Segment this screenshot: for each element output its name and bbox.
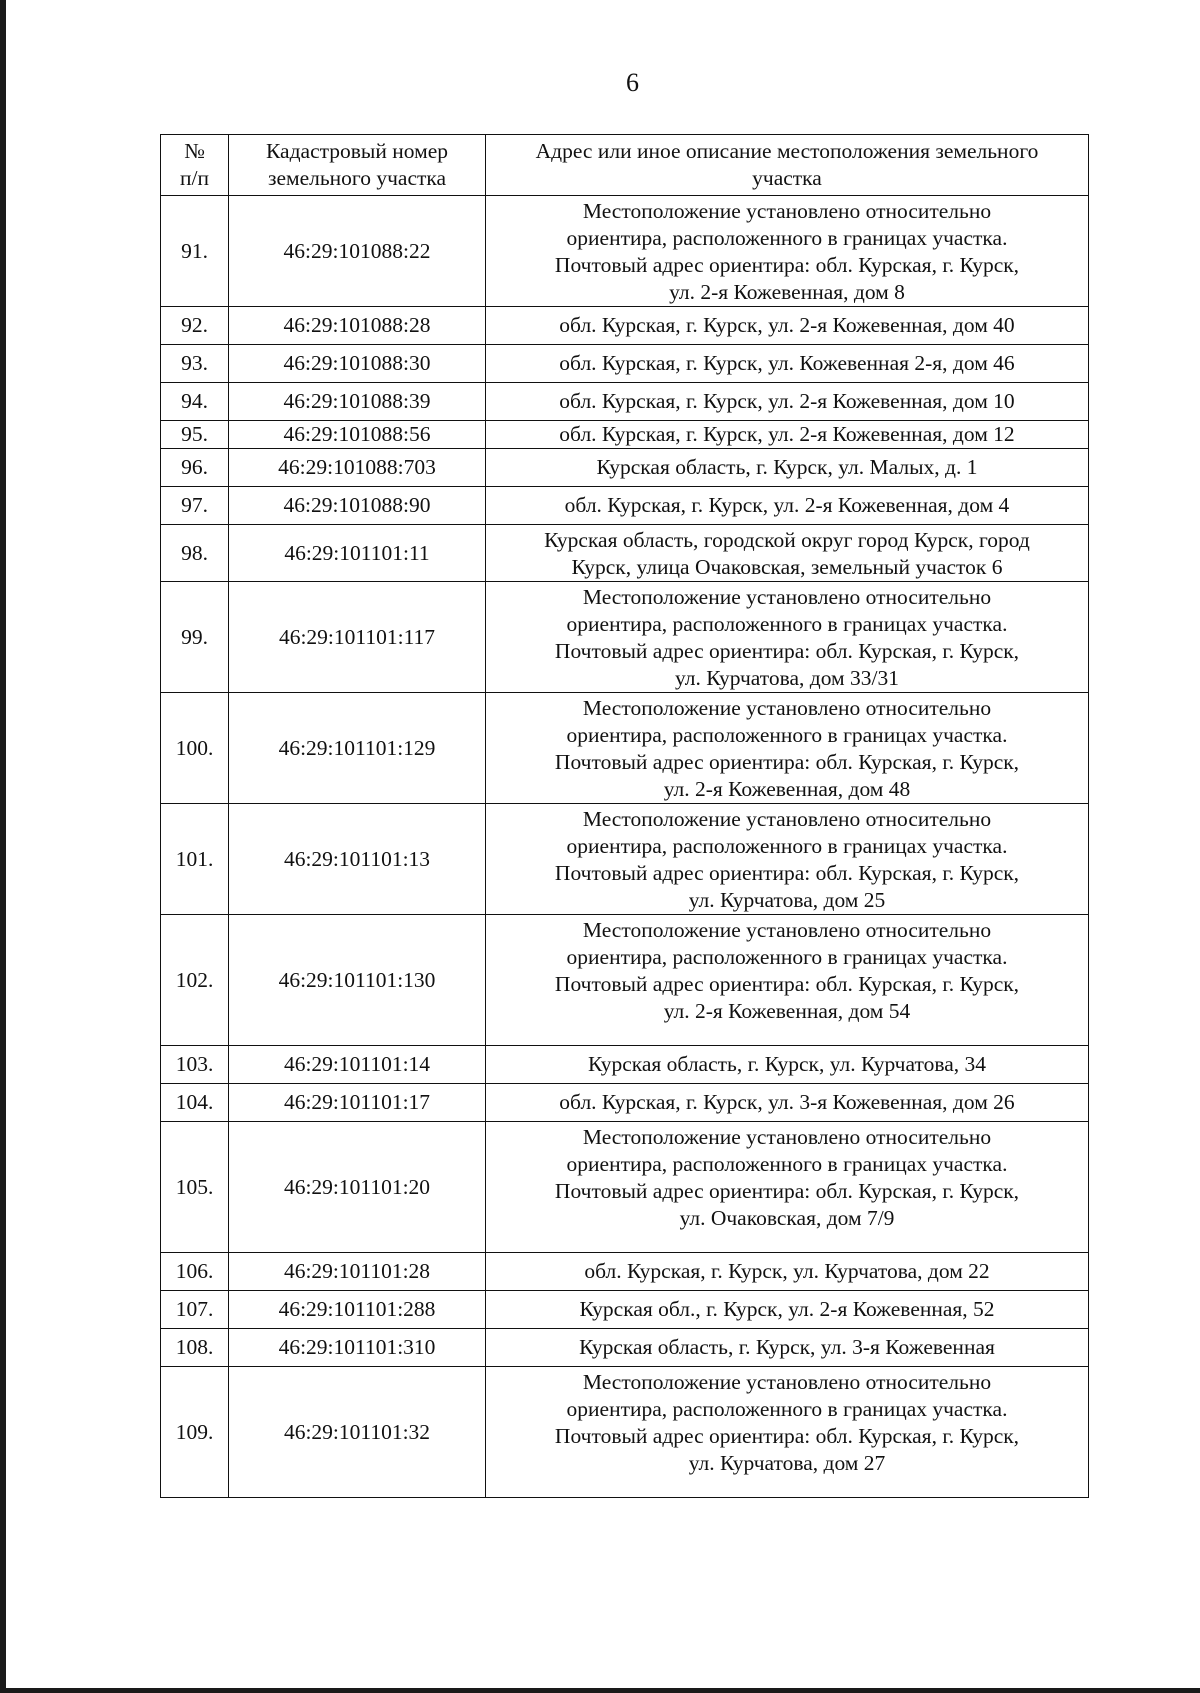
table-row — [161, 383, 1089, 421]
address-line: Курская область, г. Курск, ул. 3-я Кожевенная — [579, 1335, 995, 1359]
address-line: обл. Курская, г. Курск, ул. 2-я Кожевенная, дом 4 — [564, 493, 1010, 517]
row-number: 101. — [161, 804, 229, 915]
land-plots-table — [160, 134, 1089, 1498]
address-line: Курская область, городской округ город Курск, город — [544, 528, 1030, 552]
address-cell — [486, 1367, 1089, 1498]
table-row — [161, 1329, 1089, 1367]
address-line: Местоположение установлено относительно — [582, 199, 992, 223]
address-line: обл. Курская, г. Курск, ул. Кожевенная 2-я, дом 46 — [559, 351, 1015, 375]
address-line: ул. Курчатова, дом 33/31 — [674, 666, 900, 690]
address-line: Местоположение установлено относительно — [582, 1125, 992, 1149]
address-cell — [486, 196, 1089, 307]
address-line: обл. Курская, г. Курск, ул. 2-я Кожевенная, дом 10 — [559, 389, 1015, 413]
table-row — [161, 1291, 1089, 1329]
address-cell — [486, 1122, 1089, 1253]
address-cell — [486, 804, 1089, 915]
row-number: 98. — [161, 525, 229, 582]
address-line: ул. 2-я Кожевенная, дом 8 — [669, 280, 905, 304]
address-line: обл. Курская, г. Курск, ул. 2-я Кожевенная, дом 12 — [559, 422, 1015, 446]
table-row — [161, 1367, 1089, 1498]
address-line: ул. 2-я Кожевенная, дом 48 — [663, 777, 911, 801]
address-line: Почтовый адрес ориентира: обл. Курская, г. Курск, — [554, 1424, 1020, 1448]
address-cell — [486, 449, 1089, 487]
cadastral-number: 46:29:101101:129 — [229, 693, 486, 804]
address-line: ул. 2-я Кожевенная, дом 54 — [663, 999, 911, 1023]
row-number: 95. — [161, 421, 229, 449]
scan-border-left — [0, 0, 6, 1693]
table-row — [161, 345, 1089, 383]
table-row — [161, 525, 1089, 582]
row-number: 105. — [161, 1122, 229, 1253]
address-line: Местоположение установлено относительно — [582, 585, 992, 609]
row-number: 108. — [161, 1329, 229, 1367]
address-cell — [486, 525, 1089, 582]
table-row — [161, 1046, 1089, 1084]
cadastral-number: 46:29:101088:56 — [229, 421, 486, 449]
table-row — [161, 915, 1089, 1046]
cadastral-number: 46:29:101101:32 — [229, 1367, 486, 1498]
address-line: Почтовый адрес ориентира: обл. Курская, г. Курск, — [554, 972, 1020, 996]
address-line: обл. Курская, г. Курск, ул. Курчатова, дом 22 — [584, 1259, 990, 1283]
address-cell — [486, 915, 1089, 1046]
address-line: ориентира, расположенного в границах участка. — [566, 226, 1008, 250]
address-line: ул. Курчатова, дом 27 — [688, 1451, 886, 1475]
cadastral-number: 46:29:101101:130 — [229, 915, 486, 1046]
address-line: Местоположение установлено относительно — [582, 1370, 992, 1394]
table-row — [161, 1253, 1089, 1291]
cadastral-number: 46:29:101088:22 — [229, 196, 486, 307]
address-cell — [486, 421, 1089, 449]
row-number: 100. — [161, 693, 229, 804]
cadastral-number: 46:29:101088:30 — [229, 345, 486, 383]
address-line: Курская область, г. Курск, ул. Курчатова, 34 — [587, 1052, 986, 1076]
cadastral-number: 46:29:101088:39 — [229, 383, 486, 421]
address-cell — [486, 1084, 1089, 1122]
address-line: ул. Очаковская, дом 7/9 — [679, 1206, 895, 1230]
address-line: ориентира, расположенного в границах участка. — [566, 612, 1008, 636]
scan-border-bottom — [0, 1688, 1200, 1693]
address-line: Местоположение установлено относительно — [582, 696, 992, 720]
cadastral-number: 46:29:101101:310 — [229, 1329, 486, 1367]
header-cadastral-number: Кадастровый номер земельного участка — [229, 135, 486, 196]
cadastral-number: 46:29:101101:11 — [229, 525, 486, 582]
address-line: ориентира, расположенного в границах участка. — [566, 834, 1008, 858]
cadastral-number: 46:29:101101:28 — [229, 1253, 486, 1291]
address-line: Местоположение установлено относительно — [582, 918, 992, 942]
table-row — [161, 1084, 1089, 1122]
cadastral-number: 46:29:101088:90 — [229, 487, 486, 525]
cadastral-number: 46:29:101101:17 — [229, 1084, 486, 1122]
row-number: 106. — [161, 1253, 229, 1291]
address-cell — [486, 383, 1089, 421]
cadastral-number: 46:29:101101:14 — [229, 1046, 486, 1084]
table-row — [161, 582, 1089, 693]
address-cell — [486, 693, 1089, 804]
table-row — [161, 693, 1089, 804]
address-line: Курская область, г. Курск, ул. Малых, д. 1 — [596, 455, 978, 479]
table-row — [161, 421, 1089, 449]
cadastral-number: 46:29:101101:288 — [229, 1291, 486, 1329]
row-number: 94. — [161, 383, 229, 421]
address-line: Почтовый адрес ориентира: обл. Курская, г. Курск, — [554, 1179, 1020, 1203]
table-row — [161, 307, 1089, 345]
table-row — [161, 487, 1089, 525]
address-line: ориентира, расположенного в границах участка. — [566, 723, 1008, 747]
row-number: 96. — [161, 449, 229, 487]
row-number: 107. — [161, 1291, 229, 1329]
address-line: ориентира, расположенного в границах участка. — [566, 1152, 1008, 1176]
cadastral-number: 46:29:101088:28 — [229, 307, 486, 345]
address-line: Почтовый адрес ориентира: обл. Курская, г. Курск, — [554, 861, 1020, 885]
table-row — [161, 196, 1089, 307]
address-cell — [486, 1253, 1089, 1291]
header-number: № п/п — [161, 135, 229, 196]
row-number: 93. — [161, 345, 229, 383]
address-line: обл. Курская, г. Курск, ул. 3-я Кожевенная, дом 26 — [559, 1090, 1015, 1114]
address-cell — [486, 345, 1089, 383]
address-cell — [486, 1046, 1089, 1084]
table-row — [161, 804, 1089, 915]
address-line: обл. Курская, г. Курск, ул. 2-я Кожевенная, дом 40 — [559, 313, 1015, 337]
row-number: 103. — [161, 1046, 229, 1084]
address-cell — [486, 1329, 1089, 1367]
address-cell — [486, 307, 1089, 345]
address-line: Почтовый адрес ориентира: обл. Курская, г. Курск, — [554, 253, 1020, 277]
address-cell — [486, 1291, 1089, 1329]
row-number: 97. — [161, 487, 229, 525]
row-number: 92. — [161, 307, 229, 345]
address-line: ул. Курчатова, дом 25 — [688, 888, 886, 912]
address-line: Местоположение установлено относительно — [582, 807, 992, 831]
cadastral-number: 46:29:101101:117 — [229, 582, 486, 693]
cadastral-number: 46:29:101088:703 — [229, 449, 486, 487]
row-number: 104. — [161, 1084, 229, 1122]
address-cell — [486, 487, 1089, 525]
cadastral-number: 46:29:101101:13 — [229, 804, 486, 915]
header-address: Адрес или иное описание местоположения земельного участка — [486, 135, 1089, 196]
table-row — [161, 449, 1089, 487]
address-line: Курск, улица Очаковская, земельный участок 6 — [571, 555, 1003, 579]
address-line: Курская обл., г. Курск, ул. 2-я Кожевенная, 52 — [579, 1297, 995, 1321]
table-row — [161, 1122, 1089, 1253]
row-number: 91. — [161, 196, 229, 307]
address-line: Почтовый адрес ориентира: обл. Курская, г. Курск, — [554, 639, 1020, 663]
address-line: ориентира, расположенного в границах участка. — [566, 945, 1008, 969]
address-line: ориентира, расположенного в границах участка. — [566, 1397, 1008, 1421]
address-cell — [486, 582, 1089, 693]
cadastral-number: 46:29:101101:20 — [229, 1122, 486, 1253]
row-number: 99. — [161, 582, 229, 693]
page-number: 6 — [626, 68, 639, 97]
table-header-row — [161, 135, 1089, 196]
address-line: Почтовый адрес ориентира: обл. Курская, г. Курск, — [554, 750, 1020, 774]
row-number: 102. — [161, 915, 229, 1046]
row-number: 109. — [161, 1367, 229, 1498]
